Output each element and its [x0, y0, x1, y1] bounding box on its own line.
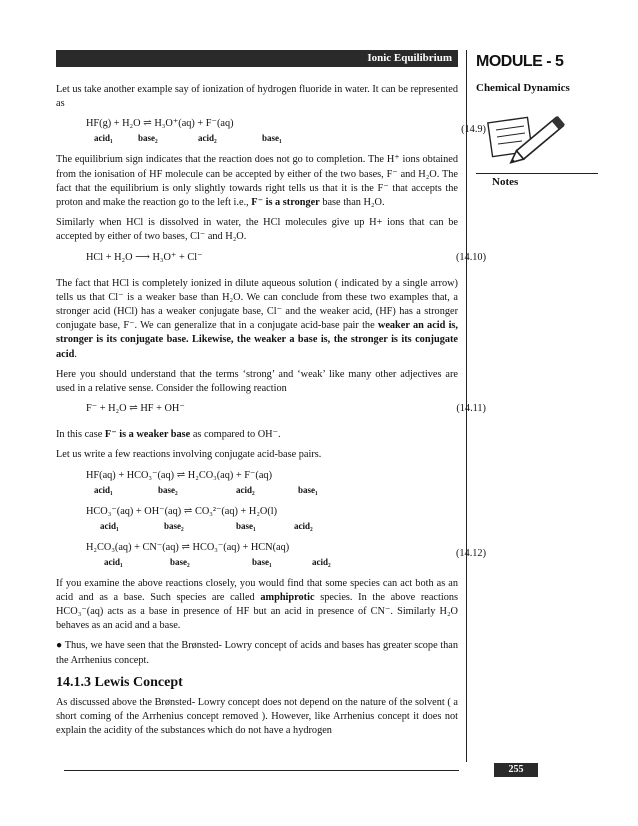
paragraph	[56, 428, 458, 442]
paragraph: Let us take another example say of ionization of hydrogen fluoride in water. It can be represented as	[56, 84, 458, 110]
bold-text: F⁻ is a stronger	[251, 197, 320, 209]
equation-label: base₂	[138, 133, 158, 144]
paragraph-text: The fact that HCl is completely ionized in dilute aqueous solution ( indicated by a single arrow) tells us that Cl⁻ is a weaker base than H₂O. We can conclude from these two examples that, a stronger acid (HCl) has a weaker conjugate base, Cl⁻ and the weaker acid, (HF) has a stronger conjugate base, F⁻. We can generalize that in a conjugate acid-base pair the	[56, 277, 458, 332]
section-header: Ionic Equilibrium	[56, 50, 458, 67]
paragraph-text: species. In the above reactions HCO₃⁻(aq) acts as a base in presence of HF but an acid in presence of CN⁻. Similarly H₂O behaves as an acid and a base.	[56, 591, 459, 632]
equation-14-9	[86, 117, 486, 147]
bold-text: weaker an acid is, stronger is its conjugate base. Likewise, the weaker a base is, the stronger is its conjugate acid	[56, 320, 459, 360]
equation-label: acid₁	[94, 133, 113, 144]
equation-14-12	[86, 541, 486, 571]
equation-label: base₁	[236, 520, 256, 531]
equation-14-10	[86, 251, 486, 271]
equation-label: acid₂	[312, 556, 331, 567]
equation-label: acid₂	[198, 133, 217, 144]
equation-text: HCl + H₂O ⟶ H₃O⁺ + Cl⁻	[86, 251, 203, 263]
paragraph: Let us write a few reactions involving conjugate acid-base pairs.	[56, 449, 322, 461]
paragraph	[56, 153, 458, 210]
page-number: 255	[494, 763, 538, 777]
equation-label: acid₁	[94, 484, 113, 495]
equation-label: base₂	[164, 520, 184, 531]
equation-number: (14.9)	[461, 124, 486, 136]
bullet-paragraph: ● Thus, we have seen that the Brønsted- Lowry concept of acids and bases has greater scope than the Arrhenius concept.	[56, 640, 458, 666]
paragraph: As discussed above the Brønsted- Lowry concept does not depend on the nature of the solvent ( a short coming of the Arrhenius concept removed ). However, like Arrhenius concept it does not explain the acidity of the substances which do not have a hydrogen	[56, 697, 458, 737]
page-body	[56, 83, 486, 745]
paragraph	[56, 577, 458, 634]
equation-label: base₁	[262, 133, 282, 144]
paragraph: Similarly when HCl is dissolved in water, the HCl molecules give up H+ ions that can be accepted by either of two bases, Cl⁻ and H₂O.	[56, 217, 458, 243]
pencil-icon	[486, 104, 576, 172]
bold-text: F⁻ is a weaker base	[104, 429, 191, 441]
notes-label: Notes	[492, 176, 519, 188]
module-title: MODULE - 5	[476, 53, 564, 70]
paragraph-text: In this case	[56, 429, 103, 441]
paragraph: The fact that HCl is completely ionized in dilute aqueous solution ( indicated by a single arrow) tells us that Cl⁻ is a weaker base than H₂O. We can conclude from these two examples that, a stronger acid (HCl) has a weaker conjugate base, Cl⁻ and the weaker acid, (HF) has a stronger conjugate base, F⁻. We can generalize that in a conjugate acid-base pair the weaker an acid is, stronger is its conjugate base. Likewise, the weaker a base is, the stronger is its conjugate acid.	[56, 277, 459, 360]
equation-label: acid₂	[236, 484, 255, 495]
equation-label: base₂	[170, 556, 190, 567]
section-heading: 14.1.3 Lewis Concept	[56, 674, 183, 690]
paragraph-text: as compared to OH⁻.	[192, 429, 281, 441]
equation-text: HCO₃⁻(aq) + OH⁻(aq) ⇌ CO₃²⁻(aq) + H₂O(l)	[86, 505, 278, 517]
equation-label: acid₁	[104, 556, 123, 567]
equation-text: H₂CO₃(aq) + CN⁻(aq) ⇌ HCO₃⁻(aq) + HCN(aq)	[86, 541, 290, 553]
equation-text: HF(g) + H₂O ⇌ H₃O⁺(aq) + F⁻(aq)	[86, 118, 234, 130]
notes-rule	[476, 173, 598, 174]
paragraph-text: base than H₂O.	[322, 197, 385, 209]
paragraph-text: The equilibrium sign indicates that the reaction does not go to completion. The H⁺ ions obtained from the ionisation of HF molecule can be accepted by either of the two bases, F⁻ and H₂O. The fact that the equilibrium is only slightly towards right tells us that it is the F⁻ that accepts the proton and make the reaction go to the left i.e.,	[56, 154, 458, 209]
equation-label: base₂	[158, 484, 178, 495]
equation-conjugate-1	[86, 469, 458, 499]
equation-label: acid₂	[294, 520, 313, 531]
paragraph: Here you should understand that the terms ‘strong’ and ‘weak’ like many other adjectives are used in a relative sense. Consider the following reaction	[56, 368, 458, 395]
module-subtitle: Chemical Dynamics	[476, 82, 570, 94]
equation-number: (14.10)	[455, 251, 486, 263]
equation-number: (14.11)	[456, 403, 486, 415]
bold-text: amphiprotic	[260, 591, 315, 603]
equation-text: HF(aq) + HCO₃⁻(aq) ⇌ H₂CO₃(aq) + F⁻(aq)	[86, 469, 273, 481]
equation-label: base₁	[298, 484, 318, 495]
equation-14-11	[86, 402, 486, 422]
equation-text: F⁻ + H₂O ⇌ HF + OH⁻	[86, 403, 185, 415]
equation-label: acid₁	[100, 520, 119, 531]
footer-rule	[64, 770, 459, 771]
equation-conjugate-2	[86, 505, 458, 535]
equation-label: base₁	[252, 556, 272, 567]
paragraph-text: If you examine the above reactions closely, you would find that some species can act both as an acid and as a base. Such species are called	[56, 577, 458, 603]
equation-number: (14.12)	[455, 547, 486, 559]
